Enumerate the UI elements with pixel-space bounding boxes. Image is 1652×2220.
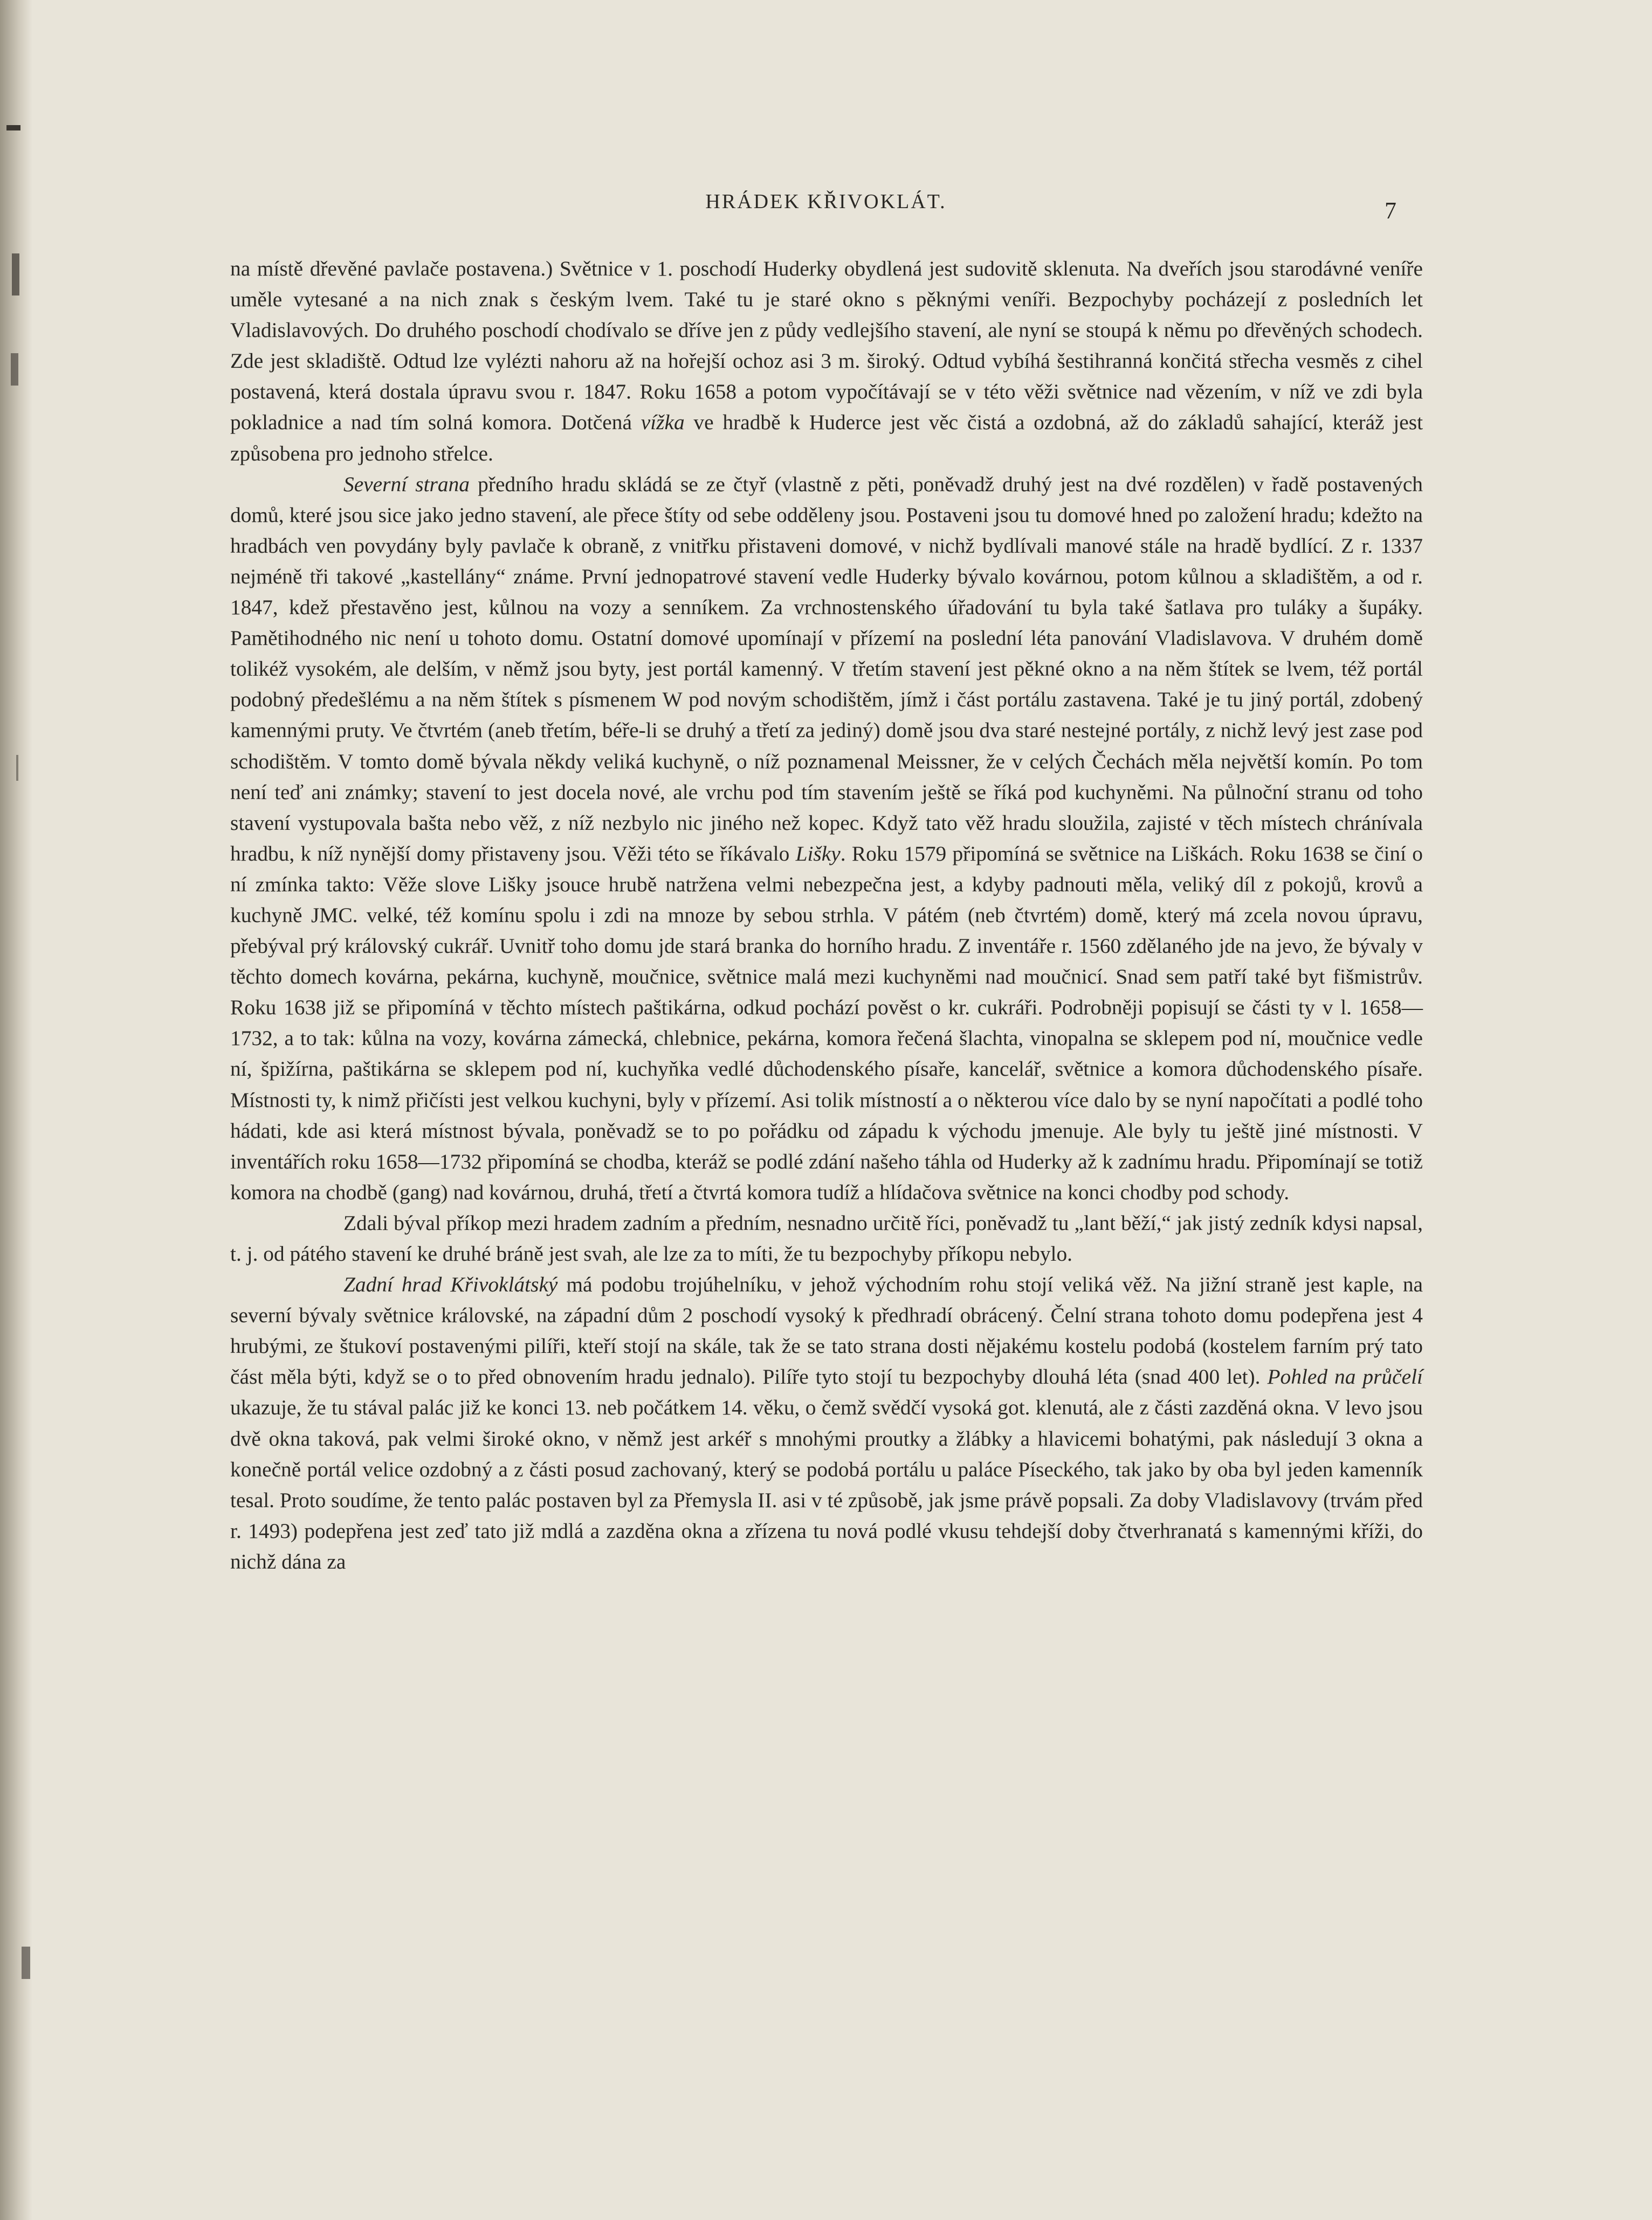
- emphasized-text: Zadní hrad Křivoklátský: [343, 1273, 558, 1297]
- running-title: HRÁDEK KŘIVOKLÁT.: [705, 190, 947, 213]
- edge-mark: [22, 1947, 30, 1979]
- paragraph: [230, 1208, 1423, 1269]
- edge-mark: [12, 253, 19, 295]
- paragraph: [230, 253, 1423, 469]
- paragraph: [230, 469, 1423, 1208]
- paragraph: [230, 1269, 1423, 1577]
- emphasized-text: Severní strana: [343, 472, 470, 496]
- emphasized-text: Pohled na průčelí: [1267, 1365, 1423, 1389]
- edge-mark: [6, 125, 20, 130]
- emphasized-text: vížka: [641, 410, 685, 435]
- page-number: 7: [1385, 197, 1396, 224]
- paragraph-text: ve hradbě k Huderce jest věc čistá a ozdobná, až do základů sahající, kteráž jest způsobena pro jednoho střelce.: [230, 410, 1423, 465]
- body-text: [230, 253, 1423, 1577]
- paragraph-text: . Roku 1579 připomíná se světnice na Liškách. Roku 1638 se činí o ní zmínka takto: Věže slove Lišky jsouce hrubě natržena velmi nebezpečna jest, a kdyby padnouti měla, veliký díl z pokojů, krovů a kuchyně JMC. velké, též komínu spolu i zdi na mnoze by sebou strhla. V pátém (neb čtvrtém) domě, který má zcela novou úpravu, přebýval prý královský cukrář. Uvnitř toho domu jde stará branka do horního hradu. Z inventáře r. 1560 zdělaného jde na jevo, že bývaly v těchto domech kovárna, pekárna, kuchyně, moučnice, světnice malá mezi kuchyněmi nad moučnicí. Snad sem patří také byt fišmistrův. Roku 1638 již se připomíná v těchto místech paštikárna, odkud pochází pověst o kr. cukráři. Podrobněji popisují se části ty v l. 1658—1732, a to tak: kůlna na vozy, kovárna zámecká, chlebnice, pekárna, komora řečená šlachta, vinopalna se sklepem pod ní, moučnice vedle ní, špižírna, paštikárna se sklepem pod ní, kuchyňka vedlé důchodenského písaře, kancelář, světnice a komora důchodenského písaře. Místnosti ty, k nimž přičísti jest velkou kuchyni, byly v přízemí. Asi tolik místností a o některou více dalo by se nyní napočítati a podlé toho hádati, kde asi která místnost bývala, poněvadž se to po pořádku od západu k východu jmenuje. Ale byly tu ještě jiné místnosti. V inventářích roku 1658—1732 připomíná se chodba, kteráž se podlé zdání našeho táhla od Huderky až k zadnímu hradu. Připomínají se totiž komora na chodbě (gang) nad kovárnou, druhá, třetí a čtvrtá komora tudíž a hlídačova světnice na konci chodby pod schody.: [230, 841, 1423, 1204]
- paragraph-text: předního hradu skládá se ze čtyř (vlastně z pěti, poněvadž druhý jest na dvé rozdělen) v řadě postavených domů, které jsou sice jako jedno stavení, ale přece štíty od sebe odděleny jsou. Postaveni jsou tu domové hned po založení hradu; kdežto na hradbách ven povydány byly pavlače k obraně, z vnitřku přistaveni domové, v nichž bydlívali manové stále na hradě bydlící. Z r. 1337 nejméně tři takové „kastellány“ známe. První jednopatrové stavení vedle Huderky bývalo kovárnou, potom kůlnou a skladištěm, a od r. 1847, kdež přestavěno jest, kůlnou na vozy a senníkem. Za vrchnostenského úřadování tu byla také šatlava pro tuláky a šupáky. Pamětihodného nic není u tohoto domu. Ostatní domové upomínají v přízemí na poslední léta panování Vladislavova. V druhém domě tolikéž vysokém, ale delším, v němž jsou byty, jest portál kamenný. V třetím stavení jest pěkné okno a na něm štítek se lvem, též portál podobný předešlému a na něm štítek s písmenem W pod novým schodištěm, jímž i část portálu zastavena. Také je tu jiný portál, zdobený kamennými pruty. Ve čtvrtém (aneb třetím, béře-li se druhý a třetí za jediný) domě jsou dva staré nestejné portály, z nichž levý jest zase pod schodištěm. V tomto domě bývala někdy veliká kuchyně, o níž poznamenal Meissner, že v celých Čechách měla největší komín. Po tom není teď ani známky; stavení to jest docela nové, ale vrchu pod tím stavením ještě se říká pod kuchyněmi. Na půlnoční stranu od toho stavení vystupovala bašta nebo věž, z níž nezbylo nic jiného než kopec. Když tato věž hradu sloužila, zajisté v těch místech chránívala hradbu, k níž nynější domy přistaveny jsou. Věži této se říkávalo: [230, 472, 1423, 865]
- edge-mark: [16, 755, 18, 781]
- paragraph-text: má podobu trojúhelníku, v jehož východním rohu stojí veliká věž. Na jižní straně jest kaple, na severní bývaly světnice královské, na západní dům 2 poschodí vysoký k předhradí obrácený. Čelní strana tohoto domu podepřena jest 4 hrubými, ze štukoví postavenými pilíři, kteří stojí na skále, tak že se tato strana dosti nějakému kostelu podobá (kostelem farním prý tato část měla býti, když se o to před obnovením hradu jednalo). Pilíře tyto stojí tu bezpochyby dlouhá léta (snad 400 let).: [230, 1273, 1423, 1389]
- paragraph-text: na místě dřevěné pavlače postavena.) Světnice v 1. poschodí Huderky obydlená jest sudovitě sklenuta. Na dveřích jsou starodávné veníře uměle vytesané a na nich znak s českým lvem. Také tu je staré okno s pěknými veníři. Bezpochyby pocházejí z posledních let Vladislavových. Do druhého poschodí chodívalo se dříve jen z půdy vedlejšího stavení, ale nyní se stoupá k němu po dřevěných schodech. Zde jest skladiště. Odtud lze vylézti nahoru až na hořejší ochoz asi 3 m. široký. Odtud vybíhá šestihranná končitá střecha vesměs z cihel postavená, která dostala úpravu svou r. 1847. Roku 1658 a potom vypočítávají se v této věži světnice nad vězením, v níž ve zdi byla pokladnice a nad tím solná komora. Dotčená: [230, 257, 1423, 435]
- emphasized-text: Lišky: [795, 841, 841, 865]
- edge-mark: [11, 353, 18, 386]
- paragraph-text: ukazuje, že tu stával palác již ke konci 13. neb počátkem 14. věku, o čemž svědčí vysoká got. klenutá, ale z části zazděná okna. V levo jsou dvě okna taková, pak velmi široké okno, v němž jest arkéř s mnohými proutky a žlábky a hlavicemi bohatými, pak následují 3 okna a konečně portál velice ozdobný a z části posud zachovaný, který se podobá portálu u paláce Píseckého, tak jako by oba byl jeden kamenník tesal. Proto soudíme, že tento palác postaven byl za Přemysla II. asi v té způsobě, jak jsme právě popsali. Za doby Vladislavovy (trvám před r. 1493) podepřena jest zeď tato již mdlá a zazděna okna a zřízena tu nová podlé vkusu tehdejší doby čtverhranatá s kamennými kříži, do nichž dána za: [230, 1396, 1423, 1573]
- binding-gutter-shadow: [0, 0, 32, 2220]
- paragraph-text: Zdali býval příkop mezi hradem zadním a předním, nesnadno určitě říci, poněvadž tu „lant běží,“ jak jistý zedník kdysi napsal, t. j. od pátého stavení ke druhé bráně jest svah, ale lze za to míti, že tu bezpochyby příkopu nebylo.: [230, 1211, 1423, 1266]
